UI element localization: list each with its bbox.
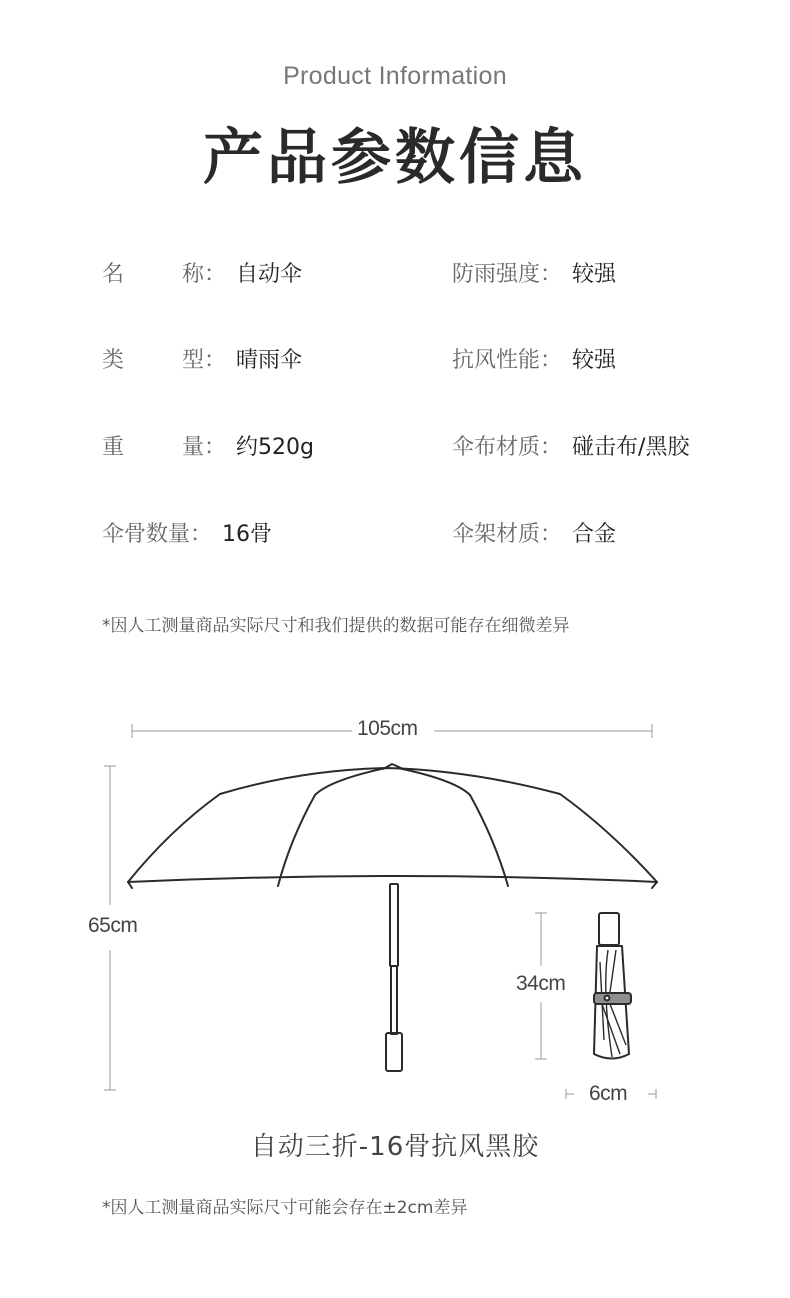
spec-value: 16骨 xyxy=(222,522,273,547)
spec-label: 防雨强度 xyxy=(452,262,541,287)
folded-width-label: 6cm xyxy=(589,1082,628,1105)
spec-label: 伞架材质 xyxy=(452,522,541,547)
folded-length-label: 34cm xyxy=(516,972,566,995)
spec-type: 类 型 ： 晴雨伞 xyxy=(102,343,302,374)
spec-label: 抗风性能 xyxy=(452,348,541,373)
open-width-label: 105cm xyxy=(357,717,418,740)
spec-value: 较强 xyxy=(572,262,617,287)
open-height-label: 65cm xyxy=(88,914,138,937)
spec-value: 晴雨伞 xyxy=(236,348,303,373)
spec-label: 重 量 xyxy=(102,435,204,460)
product-caption: 自动三折-16骨抗风黑胶 xyxy=(250,1132,540,1162)
spec-frame-material: 伞架材质： 合金 xyxy=(452,517,616,548)
page-title: 产品参数信息 xyxy=(203,123,587,193)
spec-wind-resistance: 抗风性能： 较强 xyxy=(452,343,616,374)
spec-value: 约520g xyxy=(236,435,314,460)
spec-value: 自动伞 xyxy=(236,262,303,287)
spec-value: 合金 xyxy=(572,522,617,547)
spec-label: 伞布材质 xyxy=(452,435,541,460)
open-umbrella-icon xyxy=(128,764,657,1071)
measurement-note: *因人工测量商品实际尺寸和我们提供的数据可能存在细微差异 xyxy=(102,616,570,636)
spec-canopy-material: 伞布材质： 碰击布/黑胶 xyxy=(452,430,689,461)
spec-label: 类 型 xyxy=(102,348,204,373)
spec-ribs: 伞骨数量： 16骨 xyxy=(102,517,272,548)
tolerance-note: *因人工测量商品实际尺寸可能会存在±2cm差异 xyxy=(102,1198,468,1218)
spec-label: 伞骨数量 xyxy=(102,522,191,547)
spec-value: 较强 xyxy=(572,348,617,373)
spec-rain-resistance: 防雨强度： 较强 xyxy=(452,257,616,288)
spec-value: 碰击布/黑胶 xyxy=(572,435,690,460)
folded-umbrella-icon xyxy=(594,913,631,1059)
spec-name: 名 称 ： 自动伞 xyxy=(102,257,302,288)
spec-label: 名 称 xyxy=(102,262,204,287)
product-subtitle: Product Information xyxy=(283,62,507,90)
spec-weight: 重 量 ： 约520g xyxy=(102,430,314,461)
